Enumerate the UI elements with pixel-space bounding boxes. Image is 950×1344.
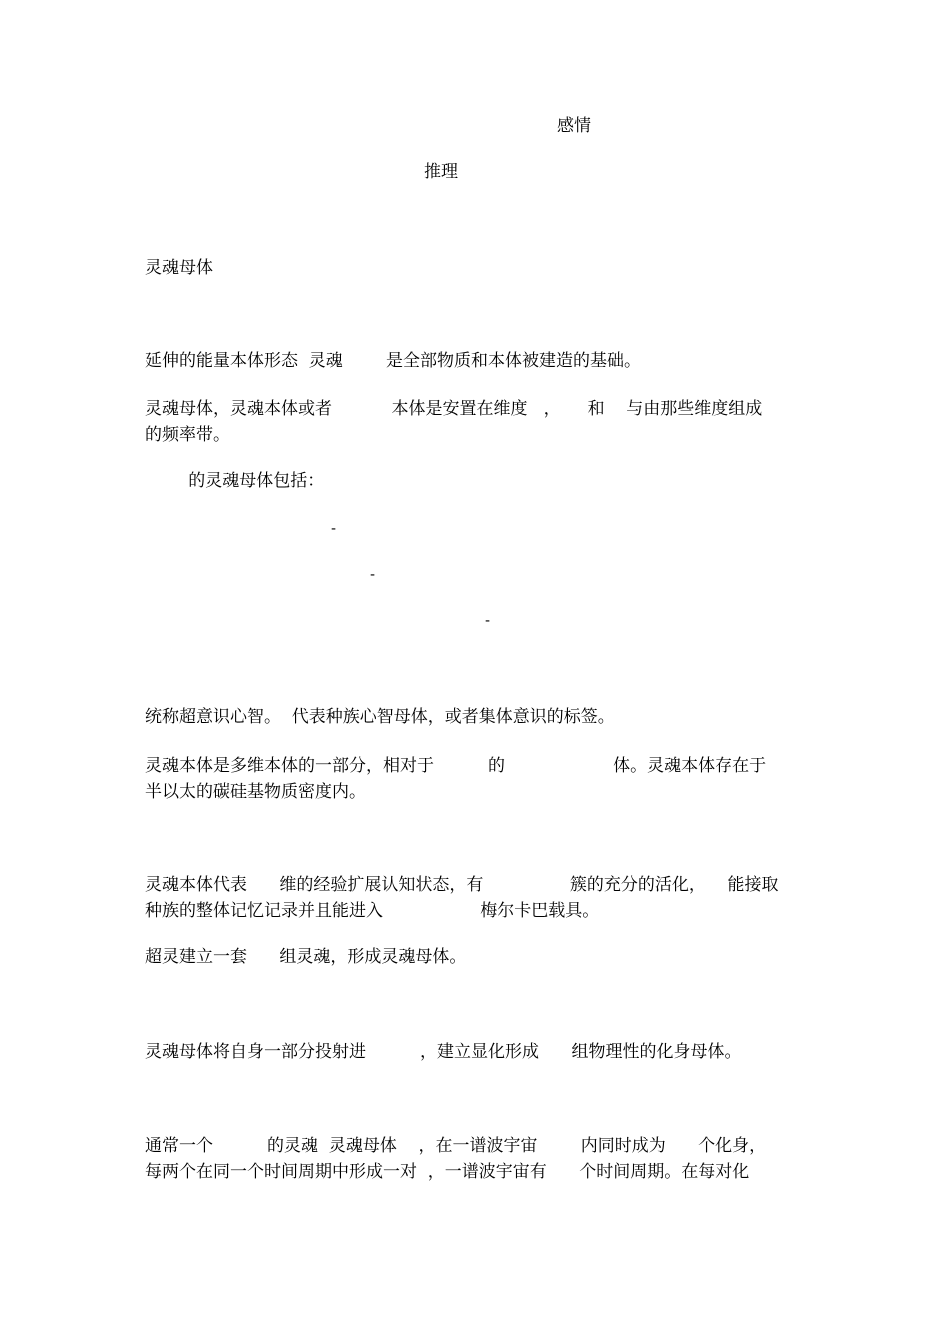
paragraph-line: 灵魂本体是多维本体的一部分，相对于 的 体。灵魂本体存在于 [145,756,767,776]
list-dash: - [485,613,491,629]
paragraph-line: 统称超意识心智。 代表种族心智母体，或者集体意识的标签。 [145,707,615,727]
paragraph-line: 的频率带。 [145,425,230,445]
paragraph-line: 延伸的能量本体形态 灵魂 是全部物质和本体被建造的基础。 [145,351,642,371]
paragraph-line: 超灵建立一套 组灵魂，形成灵魂母体。 [145,947,467,967]
paragraph-line: 灵魂本体代表 维的经验扩展认知状态，有 簇的充分的活化， 能接取 [145,875,779,895]
paragraph-line: 种族的整体记忆记录并且能进入 梅尔卡巴载具。 [145,901,600,921]
list-dash: - [331,521,337,537]
paragraph-line: 灵魂母体，灵魂本体或者 本体是安置在维度 ， 和 与由那些维度组成 [145,399,763,419]
heading-emotion: 感情 [557,116,591,136]
section-title: 灵魂母体 [145,258,213,278]
list-dash: - [370,567,376,583]
paragraph-line: 通常一个 的灵魂 灵魂母体 ，在一谱波宇宙 内同时成为 个化身， [145,1136,767,1156]
paragraph-line: 半以太的碳硅基物质密度内。 [145,782,366,802]
paragraph-line: 灵魂母体将自身一部分投射进 ，建立显化形成 组物理性的化身母体。 [145,1042,742,1062]
list-intro: 的灵魂母体包括： [145,471,325,491]
heading-reasoning: 推理 [424,162,458,182]
paragraph-line: 每两个在同一个时间周期中形成一对 ，一谱波宇宙有 个时间周期。在每对化 [145,1162,750,1182]
